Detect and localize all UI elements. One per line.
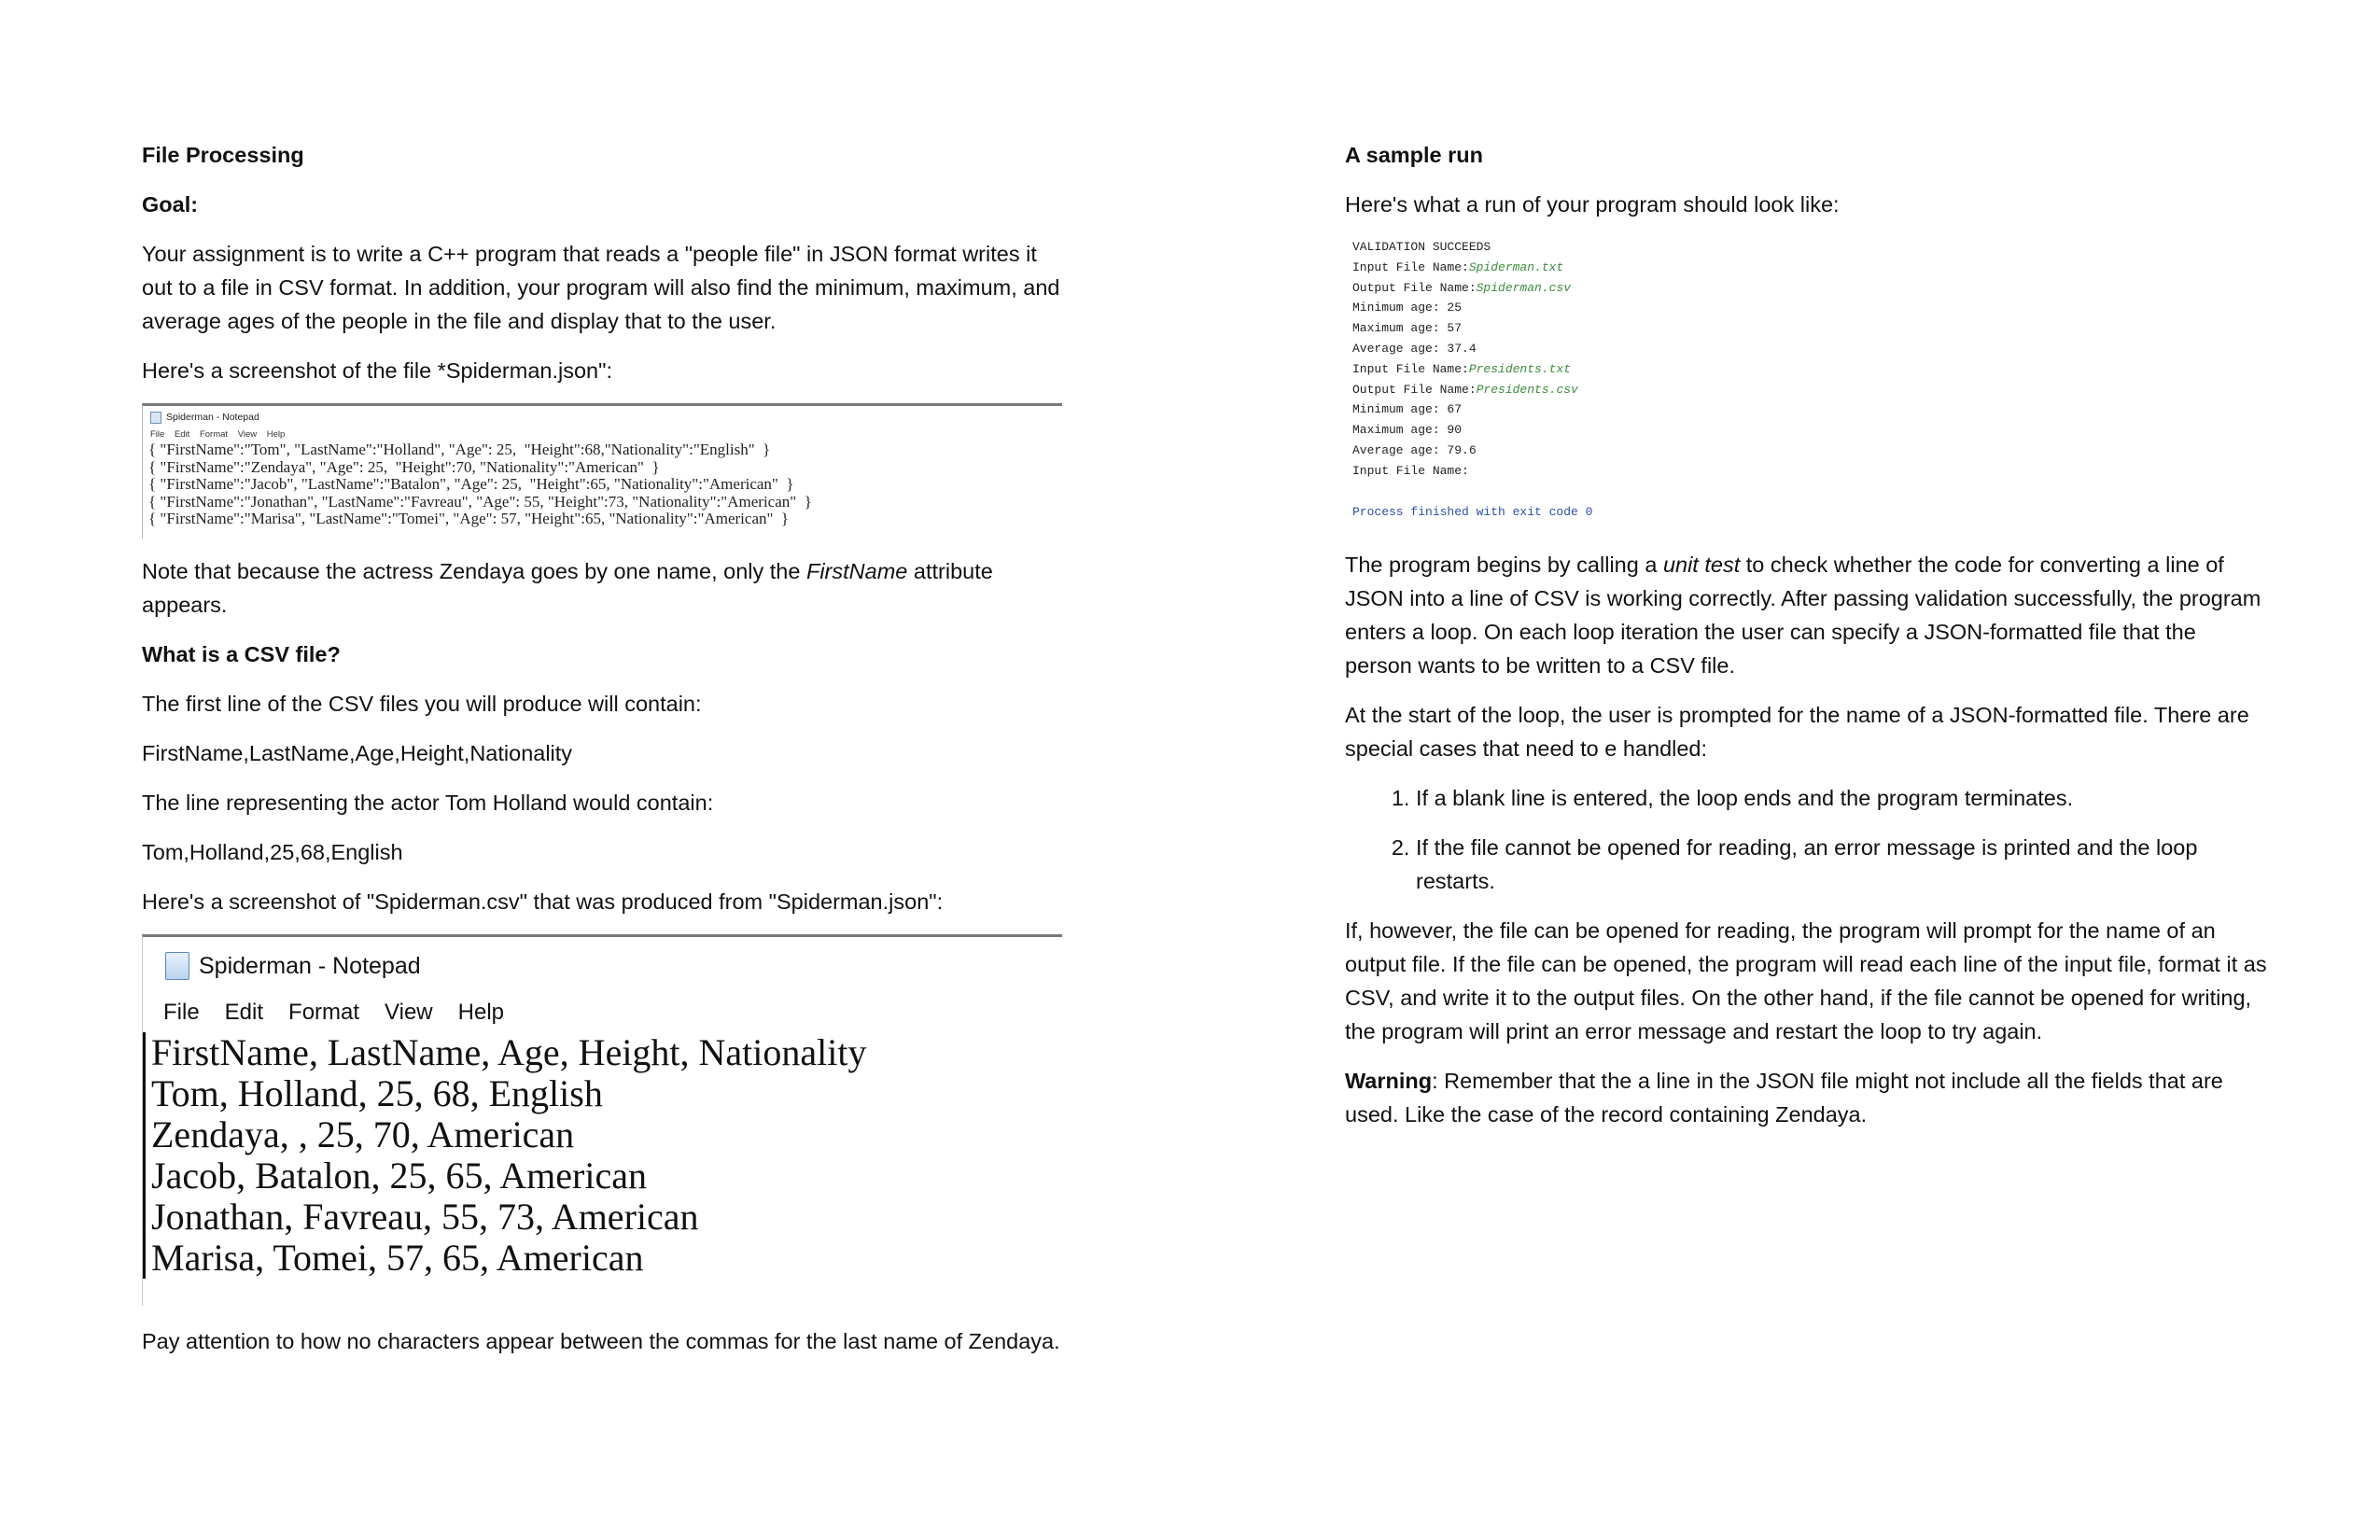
menu-help: Help bbox=[266, 429, 286, 440]
csv-header-example: FirstName,LastName,Age,Height,Nationality bbox=[142, 741, 573, 765]
tom-line-example: Tom,Holland,25,68,English bbox=[142, 840, 403, 864]
note-emphasis: FirstName bbox=[805, 559, 908, 583]
tom-line-paragraph: The line representing the actor Tom Holland would contain: bbox=[142, 791, 714, 815]
csv-notepad-screenshot bbox=[142, 934, 1062, 1306]
menu-view: View bbox=[385, 1000, 433, 1025]
csv-screenshot-caption: Here's a screenshot of "Spiderman.csv" that was produced from "Spiderman.json": bbox=[142, 889, 944, 914]
console-line bbox=[1352, 281, 1571, 295]
note-text-end: attribute appears. bbox=[142, 559, 993, 617]
console-line: Input File Name: bbox=[1352, 463, 1469, 478]
console-input: Spiderman.txt bbox=[1468, 259, 1564, 274]
csv-line: FirstName, LastName, Age, Height, Nationality bbox=[151, 1031, 867, 1073]
console-line bbox=[1352, 383, 1578, 397]
left-column bbox=[142, 138, 1066, 1374]
console-line: Maximum age: 90 bbox=[1352, 423, 1463, 438]
right-column bbox=[1345, 138, 2269, 1147]
sample-run-intro: Here's what a run of your program should look like: bbox=[1345, 192, 1840, 217]
closing-paragraph: Pay attention to how no characters appear between the commas for the last name of Zendaya. bbox=[142, 1329, 1060, 1353]
json-line: { "FirstName":"Tom", "LastName":"Holland", "Age": 25, "Height":68,"Nationality":"English" } bbox=[148, 441, 771, 458]
console-input: Spiderman.csv bbox=[1476, 280, 1572, 295]
menu-help: Help bbox=[457, 1000, 504, 1025]
warning-label: Warning bbox=[1345, 1069, 1433, 1094]
csv-line: Zendaya, , 25, 70, American bbox=[151, 1113, 575, 1155]
console-line: Average age: 37.4 bbox=[1352, 341, 1477, 356]
list-item: 2. If the file cannot be opened for reading, an error message is printed and the loop restarts. bbox=[1416, 831, 2269, 898]
notepad-titlebar bbox=[143, 937, 1062, 982]
console-input: Presidents.csv bbox=[1476, 382, 1578, 397]
notepad-menubar bbox=[143, 425, 1062, 441]
notepad-icon bbox=[165, 952, 189, 980]
list-item: 1. If a blank line is entered, the loop ends and the program terminates. bbox=[1416, 781, 2269, 815]
csv-content bbox=[143, 1032, 1062, 1279]
csv-heading: What is a CSV file? bbox=[142, 642, 341, 666]
page-title: File Processing bbox=[142, 143, 304, 167]
unit-test-paragraph bbox=[1345, 548, 2269, 682]
notepad-title: Spiderman - Notepad bbox=[199, 953, 421, 979]
console-finished: Process finished with exit code 0 bbox=[1352, 504, 1593, 519]
loop-paragraph: At the start of the loop, the user is prompted for the name of a JSON-formatted file. There are special cases that need to e handled: bbox=[1345, 703, 2249, 762]
console-line: Average age: 79.6 bbox=[1352, 442, 1477, 457]
json-content bbox=[143, 441, 1062, 528]
json-line: { "FirstName":"Zendaya", "Age": 25, "Height":70, "Nationality":"American" } bbox=[148, 457, 660, 476]
csv-line: Jacob, Batalon, 25, 65, American bbox=[151, 1155, 647, 1197]
json-notepad-screenshot bbox=[142, 403, 1062, 539]
console-line bbox=[1352, 362, 1571, 376]
note-text: Note that because the actress Zendaya goes by one name, only the bbox=[142, 559, 806, 583]
console-line: Minimum age: 67 bbox=[1352, 402, 1463, 417]
p1-text: The program begins by calling a bbox=[1345, 553, 1663, 578]
intro-paragraph: Your assignment is to write a C++ program that reads a "people file" in JSON format writes it out to a file in CSV format. In addition, your program will also find the minimum, maximum, and average ages of the people in the file and display that to the user. bbox=[142, 242, 1060, 333]
menu-format: Format bbox=[288, 1000, 360, 1025]
special-cases-list bbox=[1345, 781, 2269, 898]
first-line-paragraph: The first line of the CSV files you will produce will contain: bbox=[142, 692, 702, 716]
console-line: Maximum age: 57 bbox=[1352, 321, 1463, 336]
menu-file: File bbox=[163, 1000, 200, 1025]
notepad-icon bbox=[150, 412, 161, 424]
menu-format: Format bbox=[199, 429, 229, 440]
zendaya-note bbox=[142, 554, 1066, 622]
console-prompt: Input File Name: bbox=[1352, 361, 1469, 376]
console-line bbox=[1352, 260, 1563, 274]
json-line: { "FirstName":"Jonathan", "LastName":"Favreau", "Age": 55, "Height":73, "Nationality":"American" } bbox=[148, 492, 812, 511]
p1-text-end: to check whether the code for converting a line of JSON into a line of CSV is working correctly. After passing validation successfully, the program enters a loop. On each loop iteration the user can specify a JSON-formatted file that the person wants to be written to a CSV file. bbox=[1345, 553, 2261, 679]
warning-text: : Remember that the a line in the JSON file might not include all the fields that are used. Like the case of the record containing Zendaya. bbox=[1345, 1069, 2223, 1127]
csv-line: Tom, Holland, 25, 68, English bbox=[151, 1072, 603, 1114]
menu-edit: Edit bbox=[174, 429, 190, 440]
csv-line: Marisa, Tomei, 57, 65, American bbox=[151, 1237, 644, 1279]
notepad-menubar bbox=[143, 982, 1062, 1029]
warning-paragraph bbox=[1345, 1064, 2269, 1131]
json-line: { "FirstName":"Jacob", "LastName":"Batalon", "Age": 25, "Height":65, "Nationality":"American" } bbox=[148, 475, 794, 493]
output-file-paragraph: If, however, the file can be opened for reading, the program will prompt for the name of an output file. If the file can be opened, the program will read each line of the input file, format it as CSV, and write it to the output files. On the other hand, if the file cannot be opened for writing, the program will print an error message and restart the loop to try again. bbox=[1345, 918, 2267, 1044]
menu-file: File bbox=[150, 429, 165, 440]
p1-emphasis: unit test bbox=[1662, 553, 1741, 578]
notepad-title: Spiderman - Notepad bbox=[166, 412, 259, 423]
goal-heading: Goal: bbox=[142, 192, 199, 217]
menu-view: View bbox=[237, 429, 258, 440]
console-line: Minimum age: 25 bbox=[1352, 301, 1463, 315]
console-output bbox=[1345, 237, 2269, 522]
notepad-titlebar bbox=[143, 406, 1062, 425]
console-prompt: Output File Name: bbox=[1352, 280, 1477, 295]
console-prompt: Output File Name: bbox=[1352, 382, 1477, 397]
json-screenshot-caption: Here's a screenshot of the file *Spiderman.json": bbox=[142, 358, 612, 383]
json-line: { "FirstName":"Marisa", "LastName":"Tomei", "Age": 57, "Height":65, "Nationality":"American" } bbox=[148, 510, 790, 527]
sample-run-heading: A sample run bbox=[1345, 143, 1483, 167]
console-line: VALIDATION SUCCEEDS bbox=[1352, 240, 1491, 254]
console-input: Presidents.txt bbox=[1468, 361, 1572, 376]
csv-line: Jonathan, Favreau, 55, 73, American bbox=[151, 1196, 699, 1238]
menu-edit: Edit bbox=[224, 1000, 264, 1025]
console-prompt: Input File Name: bbox=[1352, 259, 1469, 274]
